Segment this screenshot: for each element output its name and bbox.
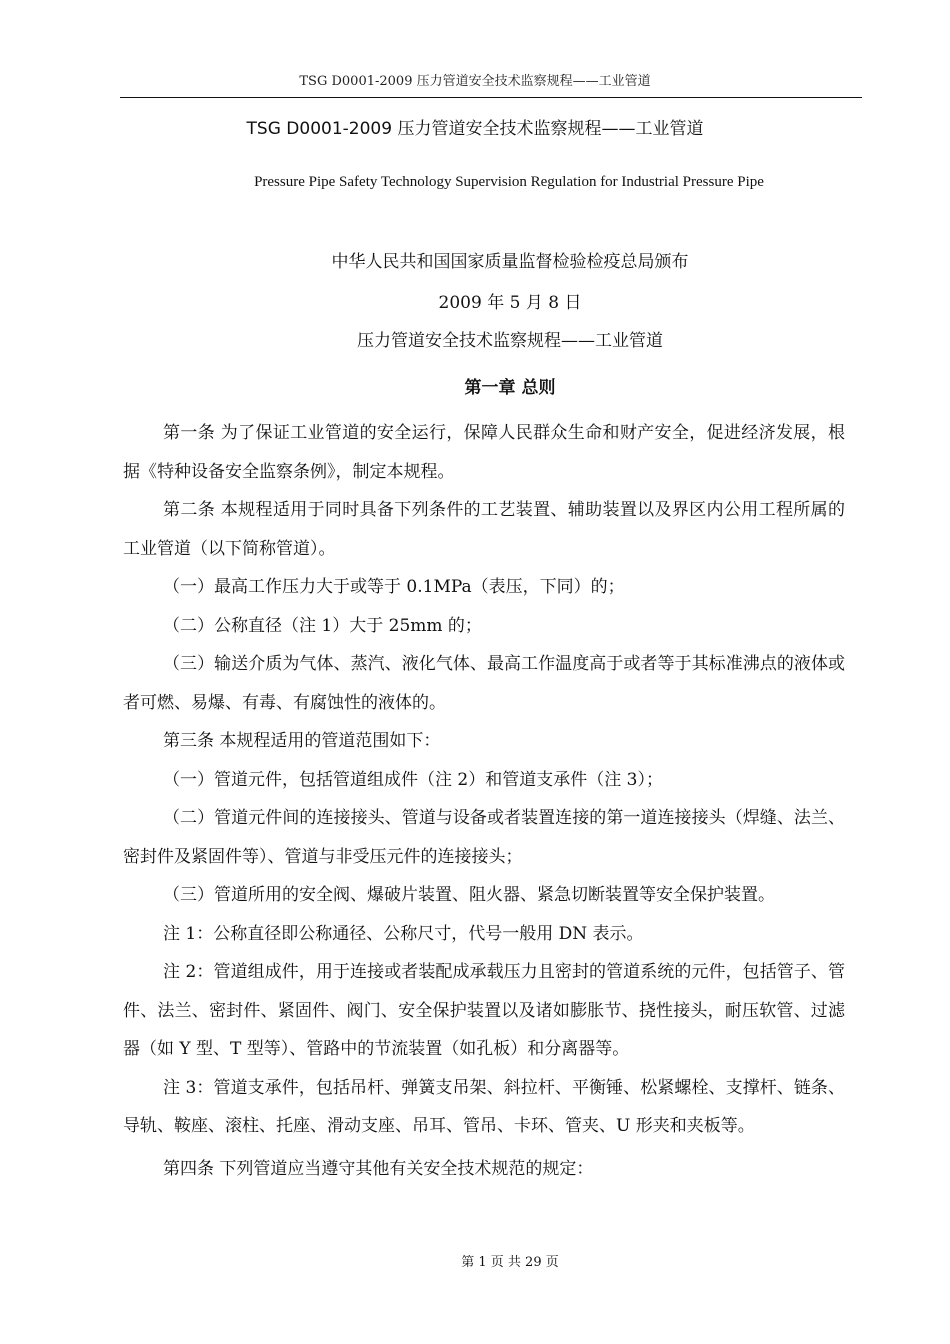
issue-date: 2009 年 5 月 8 日	[438, 293, 582, 313]
article-2-item-1: （一）最高工作压力大于或等于 0.1MPa（表压，下同）的；	[163, 577, 625, 597]
article-3: 第三条 本规程适用的管道范围如下：	[163, 731, 441, 751]
regulation-subtitle: 压力管道安全技术监察规程——工业管道	[357, 331, 663, 351]
english-title: Pressure Pipe Safety Technology Supervision Regulation for Industrial Pressure Pipe	[254, 174, 764, 190]
article-1: 第一条 为了保证工业管道的安全运行，保障人民群众生命和财产安全，促进经济发展，根据《特种设备安全监察条例》，制定本规程。	[123, 423, 845, 482]
body-text	[123, 414, 845, 1188]
article-2: 第二条 本规程适用于同时具备下列条件的工艺装置、辅助装置以及界区内公用工程所属的工业管道（以下简称管道）。	[123, 500, 845, 559]
article-3-item-3: （三）管道所用的安全阀、爆破片装置、阻火器、紧急切断装置等安全保护装置。	[163, 885, 775, 905]
note-1: 注 1：公称直径即公称通径、公称尺寸，代号一般用 DN 表示。	[163, 923, 644, 944]
article-3-item-1: （一）管道元件，包括管道组成件（注 2）和管道支承件（注 3）；	[163, 769, 663, 790]
article-4: 第四条 下列管道应当遵守其他有关安全技术规范的规定：	[163, 1158, 594, 1179]
running-header: TSG D0001-2009 压力管道安全技术监察规程——工业管道	[299, 74, 651, 89]
note-2: 注 2：管道组成件，用于连接或者装配成承载压力且密封的管道系统的元件，包括管子、管件、法兰、密封件、紧固件、阀门、安全保护装置以及诸如膨胀节、挠性接头，耐压软管、过滤器（如 Y 型、T 型等）、管路中的节流装置（如孔板）和分离器等。	[123, 962, 845, 1059]
header-rule	[120, 97, 862, 98]
issuer-line: 中华人民共和国国家质量监督检验检疫总局颁布	[331, 252, 689, 272]
chapter-heading: 第一章 总则	[464, 378, 556, 398]
document-title: TSG D0001-2009 压力管道安全技术监察规程——工业管道	[246, 119, 704, 139]
article-3-item-2: （二）管道元件间的连接接头、管道与设备或者装置连接的第一道连接接头（焊缝、法兰、密封件及紧固件等）、管道与非受压元件的连接接头；	[123, 808, 845, 867]
page-number: 第 1 页 共 29 页	[461, 1255, 559, 1270]
article-2-item-3: （三）输送介质为气体、蒸汽、液化气体、最高工作温度高于或者等于其标准沸点的液体或者可燃、易爆、有毒、有腐蚀性的液体的。	[123, 654, 845, 713]
note-3: 注 3：管道支承件，包括吊杆、弹簧支吊架、斜拉杆、平衡锤、松紧螺栓、支撑杆、链条、导轨、鞍座、滚柱、托座、滑动支座、吊耳、管吊、卡环、管夹、U 形夹和夹板等。	[123, 1077, 845, 1136]
article-2-item-2: （二）公称直径（注 1）大于 25mm 的；	[163, 615, 482, 636]
